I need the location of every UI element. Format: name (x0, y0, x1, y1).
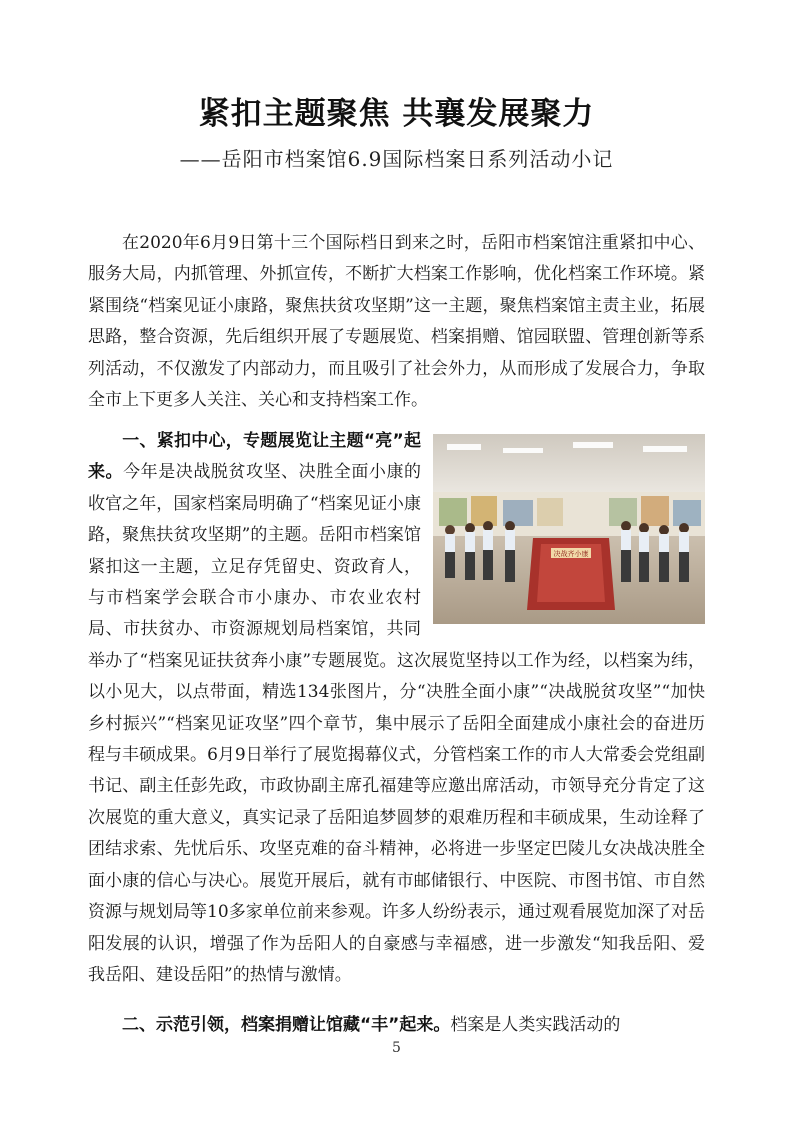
intro-paragraph: 在2020年6月9日第十三个国际档日到来之时，岳阳市档案馆注重紧扣中心、服务大局，内抓管理、外抓宣传，不断扩大档案工作影响，优化档案工作环境。紧紧围绕“档案见证小康路，聚焦扶贫攻坚期”这一主题，聚焦档案馆主责主业，拓展思路，整合资源，先后组织开展了专题展览、档案捐赠、馆园联盟、管理创新等系列活动，不仅激发了内部动力，而且吸引了社会外力，从而形成了发展合力，争取全市上下更多人关注、关心和支持档案工作。 (88, 233, 705, 411)
section-two (88, 1010, 705, 1041)
section-one-text: 今年是决战脱贫攻坚、决胜全面小康的收官之年，国家档案局明确了“档案见证小康路，聚焦扶贫攻坚期”的主题。岳阳市档案馆紧扣这一主题，立足存凭留史、资政育人，与市档案学会联合市小康办、市农业农村局、市扶贫办、市资源规划局档案馆，共同举办了“档案见证扶贫奔小康”专题展览。这次展览坚持以工作为经，以档案为纬，以小见大，以点带面，精选134张图片，分“决胜全面小康”“决战脱贫攻坚”“加快乡村振兴”“档案见证攻坚”四个章节，集中展示了岳阳全面建成小康社会的奋进历程与丰硕成果。6月9日举行了展览揭幕仪式，分管档案工作的市人大常委会党组副书记、副主任彭先政，市政协副主席孔福建等应邀出席活动，市领导充分肯定了这次展览的重大意义，真实记录了岳阳追梦圆梦的艰难历程和丰硕成果，生动诠释了团结求索、先忧后乐、攻坚克难的奋斗精神，必将进一步坚定巴陵儿女决战决胜全面小康的信心与决心。展览开展后，就有市邮储银行、中医院、市图书馆、市自然资源与规划局等10多家单位前来参观。许多人纷纷表示，通过观看展览加深了对岳阳发展的认识，增强了作为岳阳人的自豪感与幸福感，进一步激发“知我岳阳、爱我岳阳、建设岳阳”的热情与激情。 (88, 462, 705, 985)
section-two-paragraph (88, 1010, 705, 1041)
exhibition-photo-illustration (433, 434, 705, 624)
page-number: 5 (392, 1040, 401, 1056)
intro-paragraph-block (88, 228, 705, 416)
section-one-heading: 一、紧扣中心，专题展览让主题“亮”起来。 (88, 431, 421, 483)
article-title: 紧扣主题聚焦 共襄发展聚力 (198, 96, 595, 132)
section-two-heading: 二、示范引领，档案捐赠让馆藏“丰”起来。 (122, 1015, 451, 1035)
article-subtitle: ——岳阳市档案馆6.9国际档案日系列活动小记 (179, 147, 614, 171)
section-two-text: 档案是人类实践活动的 (450, 1015, 621, 1035)
exhibition-photo (433, 434, 705, 624)
photo-banner-text: 决战齐小康 (553, 550, 589, 558)
section-one (88, 426, 705, 991)
